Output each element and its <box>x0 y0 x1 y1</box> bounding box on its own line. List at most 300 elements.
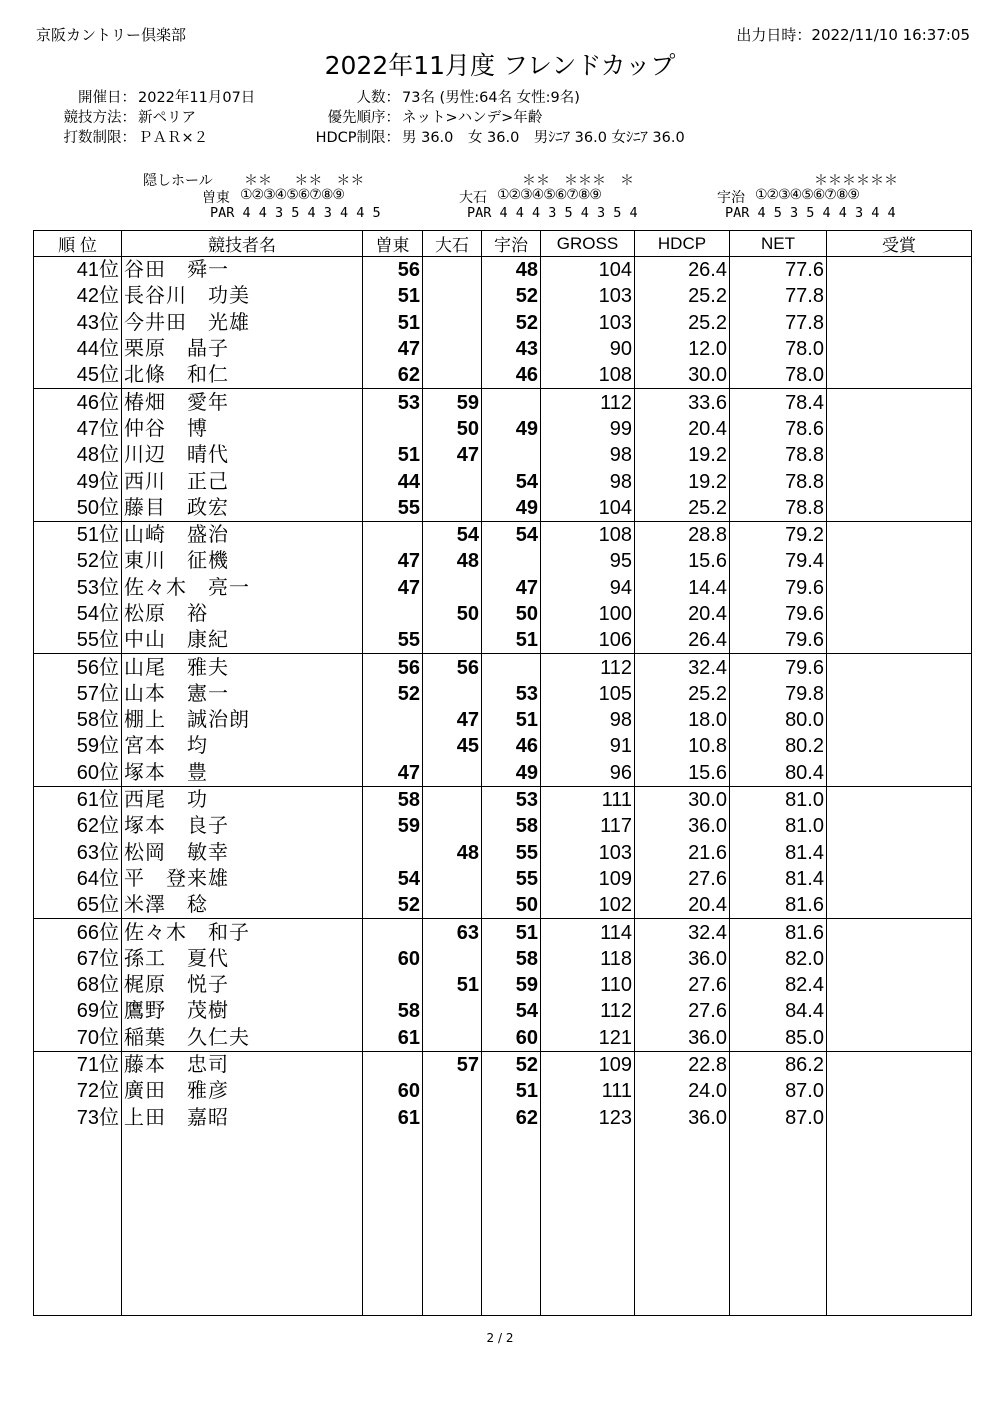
gross-cell: 109 <box>541 866 635 892</box>
player-name-cell: 川辺 晴代 <box>122 442 363 468</box>
player-name-cell: 棚上 誠治朗 <box>122 707 363 733</box>
oishi-score-cell <box>423 1210 482 1236</box>
net-cell: 81.0 <box>730 786 827 813</box>
player-name-cell: 佐々木 亮一 <box>122 575 363 601</box>
hdcp-cell: 19.2 <box>635 442 730 468</box>
table-row <box>34 416 972 442</box>
priority-label: 優先順序： <box>327 110 400 126</box>
table-row <box>34 283 972 309</box>
award-cell <box>827 1262 972 1288</box>
table-row <box>34 707 972 733</box>
player-name-cell: 松岡 敏幸 <box>122 840 363 866</box>
hdcp-cell: 19.2 <box>635 468 730 494</box>
uji-score-cell: 46 <box>482 733 541 759</box>
award-cell <box>827 786 972 813</box>
gross-cell: 111 <box>541 786 635 813</box>
net-cell: 81.6 <box>730 919 827 946</box>
oishi-score-cell: 50 <box>423 601 482 627</box>
net-cell: 81.6 <box>730 892 827 919</box>
gross-cell: 112 <box>541 389 635 416</box>
net-cell: 79.6 <box>730 627 827 654</box>
player-name-cell: 孫工 夏代 <box>122 946 363 972</box>
net-cell: 79.4 <box>730 548 827 574</box>
sotou-score-cell <box>363 1289 423 1316</box>
rank-cell: 55位 <box>34 627 122 654</box>
rank-cell <box>34 1262 122 1288</box>
oishi-score-cell <box>423 257 482 284</box>
award-cell <box>827 627 972 654</box>
header-rank: 順 位 <box>34 231 122 257</box>
hdcp-limit-value: 男 36.0 女 36.0 男ｼﾆｱ 36.0 女ｼﾆｱ 36.0 <box>402 130 685 146</box>
uji-score-cell: 49 <box>482 760 541 787</box>
sotou-score-cell: 44 <box>363 468 423 494</box>
oishi-score-cell <box>423 1025 482 1052</box>
award-cell <box>827 1183 972 1209</box>
uji-score-cell: 51 <box>482 707 541 733</box>
table-row <box>34 362 972 389</box>
sotou-score-cell <box>363 1183 423 1209</box>
course-name-uji: 宇治 <box>717 190 745 206</box>
net-cell: 79.6 <box>730 601 827 627</box>
uji-score-cell <box>482 1210 541 1236</box>
award-cell <box>827 866 972 892</box>
gross-cell: 111 <box>541 1078 635 1104</box>
page-title: 2022年11月度 フレンドカップ <box>324 51 676 80</box>
empty-row <box>34 1157 972 1183</box>
gross-cell: 90 <box>541 336 635 362</box>
table-row <box>34 468 972 494</box>
table-row <box>34 919 972 946</box>
sotou-score-cell: 58 <box>363 786 423 813</box>
hdcp-cell: 36.0 <box>635 813 730 839</box>
award-cell <box>827 1236 972 1262</box>
sotou-score-cell <box>363 733 423 759</box>
award-cell <box>827 760 972 787</box>
table-row <box>34 1025 972 1052</box>
hdcp-cell: 25.2 <box>635 310 730 336</box>
sotou-score-cell: 61 <box>363 1025 423 1052</box>
net-cell <box>730 1131 827 1157</box>
table-row <box>34 1078 972 1104</box>
sotou-score-cell <box>363 416 423 442</box>
player-name-cell: 西尾 功 <box>122 786 363 813</box>
table-row <box>34 733 972 759</box>
header-award: 受賞 <box>827 231 972 257</box>
priority-value: ネット>ハンデ>年齢 <box>402 110 543 126</box>
table-row <box>34 946 972 972</box>
hdcp-cell: 26.4 <box>635 627 730 654</box>
oishi-score-cell <box>423 681 482 707</box>
net-cell: 82.0 <box>730 946 827 972</box>
player-name-cell <box>122 1289 363 1316</box>
rank-cell: 49位 <box>34 468 122 494</box>
rank-cell: 42位 <box>34 283 122 309</box>
sotou-score-cell <box>363 1210 423 1236</box>
rank-cell: 64位 <box>34 866 122 892</box>
uji-score-cell: 58 <box>482 813 541 839</box>
oishi-score-cell: 59 <box>423 389 482 416</box>
net-cell: 81.4 <box>730 866 827 892</box>
hdcp-cell: 12.0 <box>635 336 730 362</box>
gross-cell: 121 <box>541 1025 635 1052</box>
hdcp-cell <box>635 1236 730 1262</box>
hdcp-cell: 30.0 <box>635 362 730 389</box>
header-hdcp: HDCP <box>635 231 730 257</box>
uji-score-cell: 54 <box>482 521 541 548</box>
award-cell <box>827 442 972 468</box>
empty-row <box>34 1262 972 1288</box>
table-row <box>34 521 972 548</box>
oishi-score-cell: 57 <box>423 1051 482 1078</box>
header-uji: 宇治 <box>482 231 541 257</box>
rank-cell <box>34 1289 122 1316</box>
oishi-score-cell <box>423 468 482 494</box>
hdcp-cell: 20.4 <box>635 416 730 442</box>
sotou-score-cell <box>363 1236 423 1262</box>
hdcp-cell: 25.2 <box>635 283 730 309</box>
net-cell <box>730 1289 827 1316</box>
award-cell <box>827 972 972 998</box>
net-cell: 78.0 <box>730 362 827 389</box>
sotou-score-cell <box>363 1157 423 1183</box>
player-name-cell: 松原 裕 <box>122 601 363 627</box>
award-cell <box>827 362 972 389</box>
rank-cell: 54位 <box>34 601 122 627</box>
hdcp-cell: 14.4 <box>635 575 730 601</box>
oishi-score-cell <box>423 1078 482 1104</box>
table-row <box>34 601 972 627</box>
net-cell <box>730 1262 827 1288</box>
sotou-score-cell: 61 <box>363 1105 423 1131</box>
oishi-score-cell <box>423 283 482 309</box>
oishi-score-cell <box>423 336 482 362</box>
net-cell: 78.4 <box>730 389 827 416</box>
gross-cell: 100 <box>541 601 635 627</box>
hdcp-limit-label: HDCP制限： <box>315 130 400 146</box>
oishi-score-cell <box>423 362 482 389</box>
empty-row <box>34 1183 972 1209</box>
award-cell <box>827 283 972 309</box>
page-number: 2 / 2 <box>486 1331 514 1345</box>
table-row <box>34 840 972 866</box>
uji-score-cell: 51 <box>482 627 541 654</box>
uji-score-cell: 52 <box>482 310 541 336</box>
method-label: 競技方法： <box>63 110 136 126</box>
hdcp-cell: 27.6 <box>635 998 730 1024</box>
sotou-score-cell: 60 <box>363 946 423 972</box>
sotou-score-cell <box>363 601 423 627</box>
sotou-score-cell: 56 <box>363 257 423 284</box>
rank-cell: 61位 <box>34 786 122 813</box>
uji-score-cell <box>482 654 541 681</box>
hdcp-cell: 20.4 <box>635 892 730 919</box>
award-cell <box>827 1157 972 1183</box>
date-value: 2022年11月07日 <box>138 90 256 106</box>
hdcp-cell: 24.0 <box>635 1078 730 1104</box>
award-cell <box>827 1210 972 1236</box>
player-name-cell <box>122 1131 363 1157</box>
award-cell <box>827 813 972 839</box>
uji-score-cell: 52 <box>482 1051 541 1078</box>
net-cell: 81.0 <box>730 813 827 839</box>
oishi-score-cell <box>423 1157 482 1183</box>
sotou-score-cell: 60 <box>363 1078 423 1104</box>
net-cell <box>730 1210 827 1236</box>
uji-score-cell <box>482 1236 541 1262</box>
gross-cell: 106 <box>541 627 635 654</box>
table-row <box>34 495 972 522</box>
uji-score-cell: 49 <box>482 495 541 522</box>
net-cell: 80.0 <box>730 707 827 733</box>
hdcp-cell <box>635 1131 730 1157</box>
oishi-score-cell <box>423 1236 482 1262</box>
table-row <box>34 627 972 654</box>
award-cell <box>827 495 972 522</box>
table-row <box>34 1105 972 1131</box>
rank-cell: 72位 <box>34 1078 122 1104</box>
uji-score-cell <box>482 1157 541 1183</box>
player-name-cell: 椿畑 愛年 <box>122 389 363 416</box>
rank-cell: 66位 <box>34 919 122 946</box>
uji-score-cell: 50 <box>482 601 541 627</box>
award-cell <box>827 1078 972 1104</box>
net-cell <box>730 1157 827 1183</box>
course-name-oishi: 大石 <box>459 190 487 206</box>
sotou-score-cell <box>363 707 423 733</box>
award-cell <box>827 733 972 759</box>
hole-numbers-sotou: ①②③④⑤⑥⑦⑧⑨ <box>240 187 344 203</box>
gross-cell: 104 <box>541 257 635 284</box>
table-row <box>34 760 972 787</box>
rank-cell: 46位 <box>34 389 122 416</box>
rank-cell: 58位 <box>34 707 122 733</box>
uji-score-cell: 50 <box>482 892 541 919</box>
empty-row <box>34 1236 972 1262</box>
oishi-score-cell <box>423 1131 482 1157</box>
oishi-score-cell <box>423 1105 482 1131</box>
rank-cell: 60位 <box>34 760 122 787</box>
rank-cell: 73位 <box>34 1105 122 1131</box>
hdcp-cell: 18.0 <box>635 707 730 733</box>
award-cell <box>827 257 972 284</box>
header-oishi: 大石 <box>423 231 482 257</box>
rank-cell: 71位 <box>34 1051 122 1078</box>
table-row <box>34 336 972 362</box>
uji-score-cell <box>482 1289 541 1316</box>
player-name-cell: 佐々木 和子 <box>122 919 363 946</box>
table-row <box>34 548 972 574</box>
gross-cell: 103 <box>541 310 635 336</box>
award-cell <box>827 946 972 972</box>
award-cell <box>827 1105 972 1131</box>
course-name-sotou: 曽東 <box>202 190 230 206</box>
rank-cell: 56位 <box>34 654 122 681</box>
table-header-row <box>34 231 972 257</box>
hdcp-cell: 15.6 <box>635 548 730 574</box>
uji-score-cell: 53 <box>482 786 541 813</box>
uji-score-cell: 51 <box>482 1078 541 1104</box>
player-name-cell: 仲谷 博 <box>122 416 363 442</box>
gross-cell: 114 <box>541 919 635 946</box>
gross-cell <box>541 1131 635 1157</box>
hdcp-cell: 22.8 <box>635 1051 730 1078</box>
award-cell <box>827 707 972 733</box>
net-cell: 79.8 <box>730 681 827 707</box>
oishi-score-cell: 45 <box>423 733 482 759</box>
header-gross: GROSS <box>541 231 635 257</box>
net-cell: 79.6 <box>730 654 827 681</box>
sotou-score-cell <box>363 972 423 998</box>
gross-cell <box>541 1183 635 1209</box>
date-label: 開催日： <box>78 90 136 106</box>
hdcp-cell: 10.8 <box>635 733 730 759</box>
award-cell <box>827 1051 972 1078</box>
oishi-score-cell <box>423 310 482 336</box>
rank-cell: 70位 <box>34 1025 122 1052</box>
gross-cell: 123 <box>541 1105 635 1131</box>
player-name-cell: 塚本 豊 <box>122 760 363 787</box>
uji-score-cell <box>482 548 541 574</box>
gross-cell: 118 <box>541 946 635 972</box>
gross-cell: 109 <box>541 1051 635 1078</box>
gross-cell: 98 <box>541 468 635 494</box>
gross-cell: 95 <box>541 548 635 574</box>
net-cell <box>730 1236 827 1262</box>
oishi-score-cell <box>423 998 482 1024</box>
oishi-score-cell: 56 <box>423 654 482 681</box>
sotou-score-cell: 54 <box>363 866 423 892</box>
sotou-score-cell <box>363 1131 423 1157</box>
award-cell <box>827 601 972 627</box>
empty-row <box>34 1131 972 1157</box>
player-name-cell <box>122 1262 363 1288</box>
award-cell <box>827 336 972 362</box>
oishi-score-cell <box>423 1183 482 1209</box>
table-row <box>34 892 972 919</box>
uji-score-cell: 43 <box>482 336 541 362</box>
award-cell <box>827 998 972 1024</box>
oishi-score-cell: 48 <box>423 840 482 866</box>
rank-cell: 69位 <box>34 998 122 1024</box>
gross-cell <box>541 1157 635 1183</box>
uji-score-cell: 51 <box>482 919 541 946</box>
uji-score-cell <box>482 1183 541 1209</box>
table-row <box>34 786 972 813</box>
award-cell <box>827 681 972 707</box>
player-name-cell: 米澤 稔 <box>122 892 363 919</box>
hole-numbers-oishi: ①②③④⑤⑥⑦⑧⑨ <box>497 187 601 203</box>
sotou-score-cell: 52 <box>363 892 423 919</box>
sotou-score-cell: 53 <box>363 389 423 416</box>
award-cell <box>827 1025 972 1052</box>
net-cell: 78.8 <box>730 468 827 494</box>
method-value: 新ペリア <box>138 110 196 126</box>
player-name-cell: 山崎 盛治 <box>122 521 363 548</box>
hidden-hole-label: 隠しホール <box>143 173 213 189</box>
player-name-cell: 長谷川 功美 <box>122 283 363 309</box>
player-name-cell <box>122 1183 363 1209</box>
award-cell <box>827 840 972 866</box>
hdcp-cell <box>635 1262 730 1288</box>
sotou-score-cell <box>363 1262 423 1288</box>
hdcp-cell: 36.0 <box>635 946 730 972</box>
gross-cell: 104 <box>541 495 635 522</box>
player-name-cell: 北條 和仁 <box>122 362 363 389</box>
table-row <box>34 998 972 1024</box>
sotou-score-cell: 58 <box>363 998 423 1024</box>
hdcp-cell: 20.4 <box>635 601 730 627</box>
oishi-score-cell <box>423 1262 482 1288</box>
table-row <box>34 575 972 601</box>
hdcp-cell: 32.4 <box>635 919 730 946</box>
oishi-score-cell: 63 <box>423 919 482 946</box>
rank-cell: 57位 <box>34 681 122 707</box>
gross-cell: 102 <box>541 892 635 919</box>
hdcp-cell: 30.0 <box>635 786 730 813</box>
table-row <box>34 654 972 681</box>
net-cell: 79.6 <box>730 575 827 601</box>
player-name-cell: 東川 征機 <box>122 548 363 574</box>
results-table <box>33 230 972 1316</box>
hidden-stars-uji: ＊＊＊＊＊＊ <box>814 173 898 189</box>
gross-cell: 108 <box>541 521 635 548</box>
player-name-cell <box>122 1210 363 1236</box>
oishi-score-cell <box>423 627 482 654</box>
rank-cell <box>34 1157 122 1183</box>
net-cell: 78.6 <box>730 416 827 442</box>
par-row-sotou: PAR 4 4 3 5 4 3 4 4 5 <box>210 205 381 221</box>
header-player-name: 競技者名 <box>122 231 363 257</box>
uji-score-cell: 62 <box>482 1105 541 1131</box>
player-name-cell: 平 登来雄 <box>122 866 363 892</box>
club-name: 京阪カントリー倶楽部 <box>36 26 187 44</box>
rank-cell: 50位 <box>34 495 122 522</box>
hdcp-cell: 15.6 <box>635 760 730 787</box>
sotou-score-cell: 56 <box>363 654 423 681</box>
gross-cell: 112 <box>541 998 635 1024</box>
table-row <box>34 813 972 839</box>
uji-score-cell: 55 <box>482 866 541 892</box>
header-sotou: 曽東 <box>363 231 423 257</box>
net-cell: 78.0 <box>730 336 827 362</box>
count-label: 人数： <box>356 90 400 106</box>
gross-cell: 108 <box>541 362 635 389</box>
player-name-cell: 山本 憲一 <box>122 681 363 707</box>
hole-numbers-uji: ①②③④⑤⑥⑦⑧⑨ <box>755 187 859 203</box>
gross-cell <box>541 1262 635 1288</box>
sotou-score-cell: 55 <box>363 627 423 654</box>
rank-cell: 44位 <box>34 336 122 362</box>
uji-score-cell: 52 <box>482 283 541 309</box>
rank-cell: 45位 <box>34 362 122 389</box>
sotou-score-cell: 47 <box>363 548 423 574</box>
oishi-score-cell <box>423 1289 482 1316</box>
uji-score-cell: 53 <box>482 681 541 707</box>
net-cell <box>730 1183 827 1209</box>
net-cell: 87.0 <box>730 1105 827 1131</box>
gross-cell <box>541 1236 635 1262</box>
rank-cell: 67位 <box>34 946 122 972</box>
sotou-score-cell <box>363 919 423 946</box>
award-cell <box>827 1289 972 1316</box>
net-cell: 84.4 <box>730 998 827 1024</box>
oishi-score-cell <box>423 495 482 522</box>
gross-cell: 98 <box>541 707 635 733</box>
sotou-score-cell <box>363 840 423 866</box>
table-row <box>34 310 972 336</box>
award-cell <box>827 919 972 946</box>
table-row <box>34 972 972 998</box>
